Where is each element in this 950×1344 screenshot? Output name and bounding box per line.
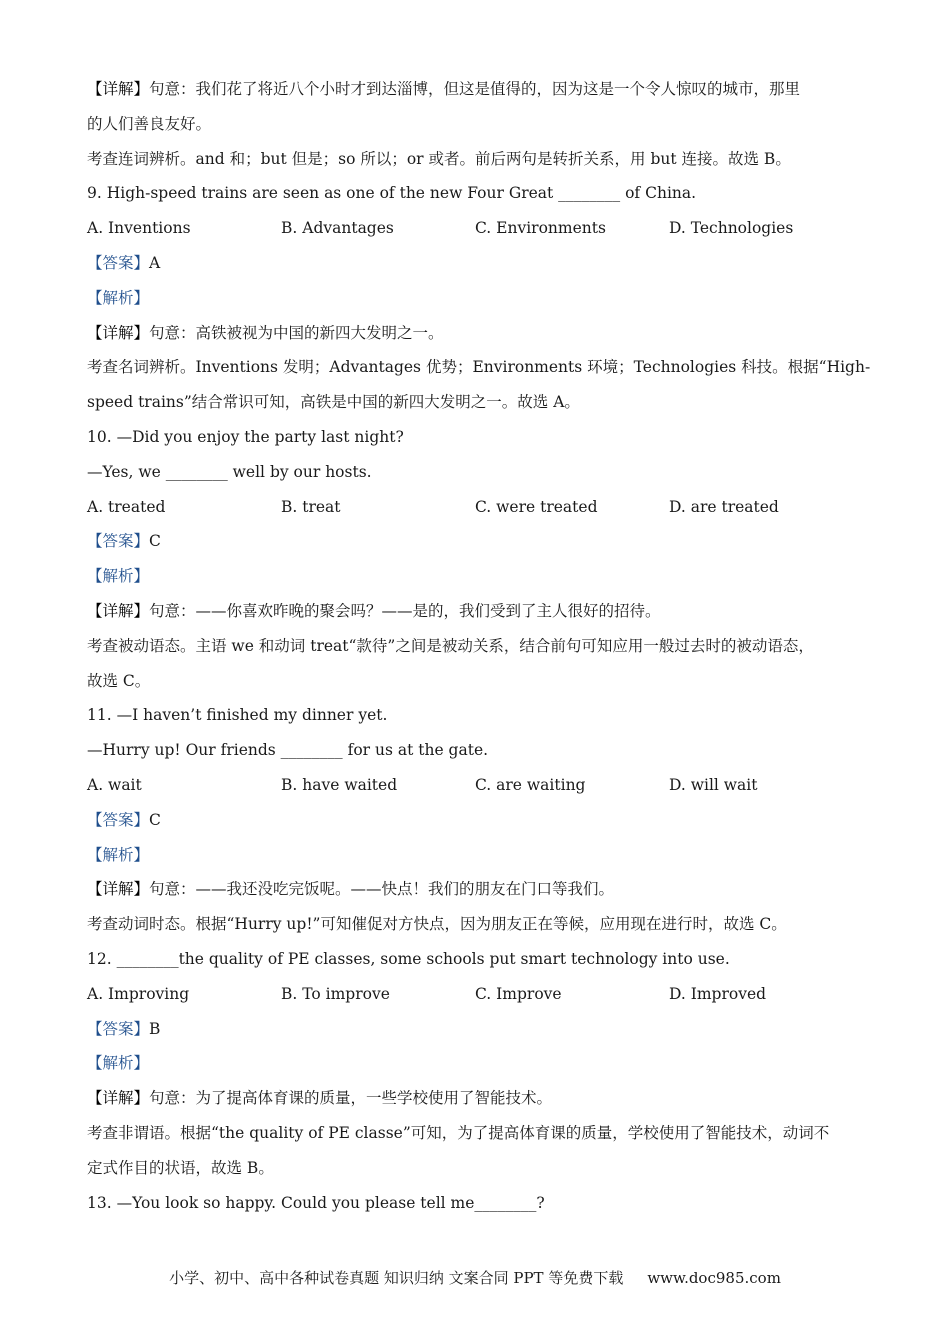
text-line (87, 350, 871, 385)
text-line (87, 1116, 867, 1151)
line-text: 定式作目的状语，故选 B。 (87, 1158, 274, 1177)
answer-option: B. Advantages (281, 219, 394, 238)
line-text: 的人们善良友好。 (87, 114, 212, 133)
answer-options (87, 977, 867, 1012)
answer-options (87, 768, 867, 803)
footer-text: 小学、初中、高中各种试卷真题 知识归纳 文案合同 PPT 等免费下载 (169, 1269, 624, 1287)
line-text: 13. —You look so happy. Could you please tell me________? (87, 1193, 545, 1212)
section-label: 【详解】 (87, 880, 150, 899)
line-text: 句意：——你喜欢昨晚的聚会吗？——是的，我们受到了主人很好的招待。 (149, 601, 661, 620)
text-line (87, 1151, 867, 1186)
text-line (87, 1012, 867, 1047)
answer-option: D. are treated (669, 497, 779, 516)
line-text: 考查连词辨析。and 和；but 但是；so 所以；or 或者。前后两句是转折关系，用 but 连接。故选 B。 (87, 149, 791, 168)
text-line (87, 281, 867, 316)
text-line (87, 1081, 867, 1116)
line-text: 10. —Did you enjoy the party last night? (87, 427, 404, 446)
line-text: 11. —I haven’t finished my dinner yet. (87, 706, 388, 725)
footer-url[interactable]: www.doc985.com (647, 1269, 781, 1287)
section-label: 【解析】 (87, 845, 150, 864)
answer-option: A. Inventions (87, 219, 191, 238)
section-label: 【解析】 (87, 567, 150, 586)
text-line (87, 246, 867, 281)
line-text: —Hurry up! Our friends ________ for us at the gate. (87, 741, 489, 760)
answer-option: C. are waiting (475, 775, 586, 794)
section-label: 【详解】 (87, 323, 150, 342)
text-line (87, 838, 867, 873)
section-label: 【答案】 (87, 810, 150, 829)
text-line (87, 664, 867, 699)
text-line (87, 698, 867, 733)
line-text: 12. ________the quality of PE classes, some schools put smart technology into use. (87, 949, 730, 968)
answer-option: D. Improved (669, 984, 767, 1003)
text-line (87, 107, 867, 142)
line-text: 故选 C。 (87, 671, 151, 690)
text-line (87, 942, 867, 977)
answer-option: C. Improve (475, 984, 562, 1003)
document-body (87, 72, 871, 1220)
answer-option: B. treat (281, 497, 341, 516)
section-label: 【详解】 (87, 80, 150, 98)
text-line (87, 907, 867, 942)
text-line (87, 142, 867, 177)
text-line (87, 316, 867, 351)
line-text: C (149, 810, 161, 829)
line-text: 考查被动语态。主语 we 和动词 treat“款待”之间是被动关系，结合前句可知应用一般过去时的被动语态， (87, 636, 814, 655)
answer-option: A. wait (87, 775, 142, 794)
text-line (87, 629, 867, 664)
line-text: 考查名词辨析。Inventions 发明；Advantages 优势；Environments 环境；Technologies 科技。根据“High- (87, 358, 871, 377)
line-text: 句意：我们花了将近八个小时才到达淄博，但这是值得的，因为这是一个令人惊叹的城市，那里 (149, 80, 801, 98)
text-line (87, 1186, 867, 1221)
answer-option: D. will wait (669, 775, 758, 794)
page-footer (0, 1267, 950, 1288)
text-line (87, 455, 867, 490)
text-line (87, 176, 867, 211)
text-line (87, 872, 867, 907)
line-text: —Yes, we ________ well by our hosts. (87, 462, 372, 481)
text-line (87, 72, 867, 107)
line-text: B (149, 1019, 161, 1038)
answer-option: B. To improve (281, 984, 390, 1003)
text-line (87, 385, 867, 420)
section-label: 【详解】 (87, 1089, 150, 1108)
answer-option: A. Improving (87, 984, 190, 1003)
line-text: speed trains”结合常识可知，高铁是中国的新四大发明之一。故选 A。 (87, 393, 580, 412)
answer-options (87, 490, 867, 525)
section-label: 【解析】 (87, 1054, 150, 1073)
answer-option: A. treated (87, 497, 166, 516)
line-text: 9. High-speed trains are seen as one of the new Four Great ________ of China. (87, 184, 697, 203)
text-line (87, 524, 867, 559)
text-line (87, 803, 867, 838)
answer-option: C. were treated (475, 497, 598, 516)
section-label: 【答案】 (87, 1019, 150, 1038)
section-label: 【答案】 (87, 253, 150, 272)
line-text: 句意：——我还没吃完饭呢。——快点！我们的朋友在门口等我们。 (149, 880, 615, 899)
text-line (87, 594, 867, 629)
line-text: 考查非谓语。根据“the quality of PE classe”可知，为了提高体育课的质量，学校使用了智能技术，动词不 (87, 1123, 830, 1142)
text-line (87, 1046, 867, 1081)
section-label: 【解析】 (87, 288, 150, 307)
text-line (87, 559, 867, 594)
text-line (87, 733, 867, 768)
answer-option: B. have waited (281, 775, 398, 794)
line-text: 句意：高铁被视为中国的新四大发明之一。 (149, 323, 444, 342)
answer-options (87, 211, 867, 246)
section-label: 【答案】 (87, 532, 150, 551)
line-text: A (149, 253, 161, 272)
answer-option: C. Environments (475, 219, 606, 238)
line-text: C (149, 532, 161, 551)
answer-option: D. Technologies (669, 219, 794, 238)
line-text: 句意：为了提高体育课的质量，一些学校使用了智能技术。 (149, 1089, 553, 1108)
line-text: 考查动词时态。根据“Hurry up!”可知催促对方快点，因为朋友正在等候，应用现在进行时，故选 C。 (87, 915, 787, 934)
text-line (87, 420, 867, 455)
section-label: 【详解】 (87, 601, 150, 620)
